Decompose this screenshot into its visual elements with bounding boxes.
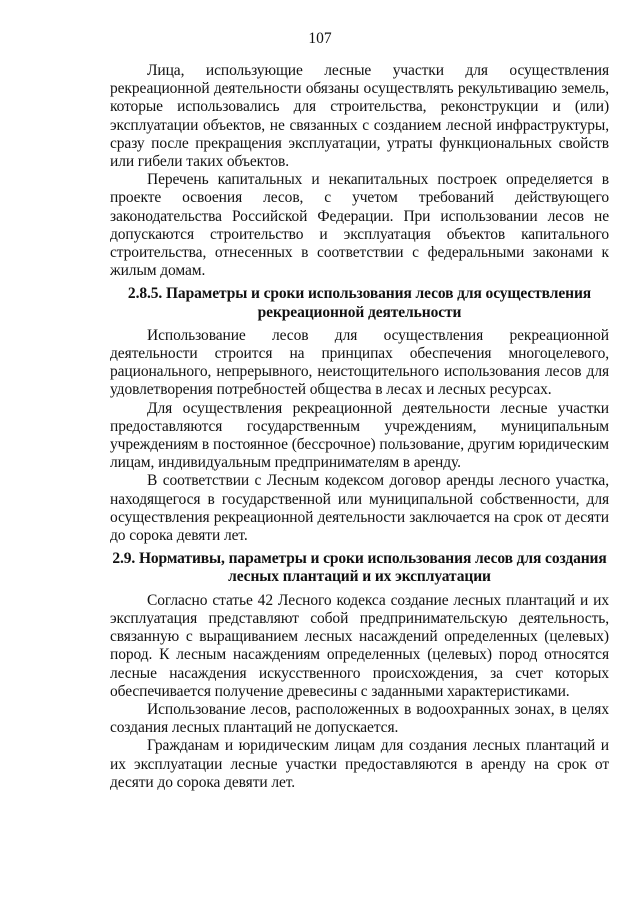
section-heading-2-8-5: 2.8.5. Параметры и сроки использования лесов для осуществления рекреационной деятельности [127,285,592,321]
paragraph-recreation-provision: Для осуществления рекреационной деятельности лесные участки предоставляются государственным учреждениям, муниципальным учреждениям в постоянное (бессрочное) пользование, другим юридическим лицам, индивидуальным предпринимателям в аренду. [110,399,609,472]
paragraph-plantations-lease: Гражданам и юридическим лицам для создания лесных плантаций и их эксплуатации лесные участки предоставляются в аренду на срок от десяти до сорока девяти лет. [110,737,609,791]
paragraph-reclamation: Лица, использующие лесные участки для осуществления рекреационной деятельности обязаны осуществлять рекультивацию земель, которые использовались для строительства, реконструкции и (или) эксплуатации объектов, не связанных с созданием лесной инфраструктуры, сразу после прекращения эксплуатации, утраты функциональных свойств или гибели таких объектов. [110,62,609,171]
paragraph-water-protection-zones: Использование лесов, расположенных в водоохранных зонах, в целях создания лесных плантаций не допускается. [110,700,609,737]
page-content [110,62,609,792]
paragraph-recreation-principles: Использование лесов для осуществления рекреационной деятельности строится на принципах обеспечения многоцелевого, рационального, непрерывного, неистощительного использования лесов для удовлетворения потребностей общества в лесах и лесных ресурсах. [110,326,609,399]
paragraph-buildings-list: Перечень капитальных и некапитальных построек определяется в проекте освоения лесов, с учетом требований действующего законодательства Российской Федерации. При использовании лесов не допускаются строительство и эксплуатация объектов капитального строительства, отнесенных в соответствии с федеральными законами к жилым домам. [110,171,609,280]
page-number: 107 [308,30,332,47]
paragraph-plantations-definition: Согласно статье 42 Лесного кодекса создание лесных плантаций и их эксплуатация представляют собой предпринимательскую деятельность, связанную с выращиванием лесных насаждений определенных (целевых) пород. К лесным насаждениям определенных (целевых) пород относятся лесные насаждения искусственного происхождения, за счет которых обеспечивается получение древесины с заданными характеристиками. [110,591,609,700]
paragraph-recreation-lease: В соответствии с Лесным кодексом договор аренды лесного участка, находящегося в государственной или муниципальной собственности, для осуществления рекреационной деятельности заключается на срок от десяти до сорока девяти лет. [110,472,609,545]
section-heading-2-9: 2.9. Нормативы, параметры и сроки использования лесов для создания лесных плантаций и их эксплуатации [112,550,607,586]
